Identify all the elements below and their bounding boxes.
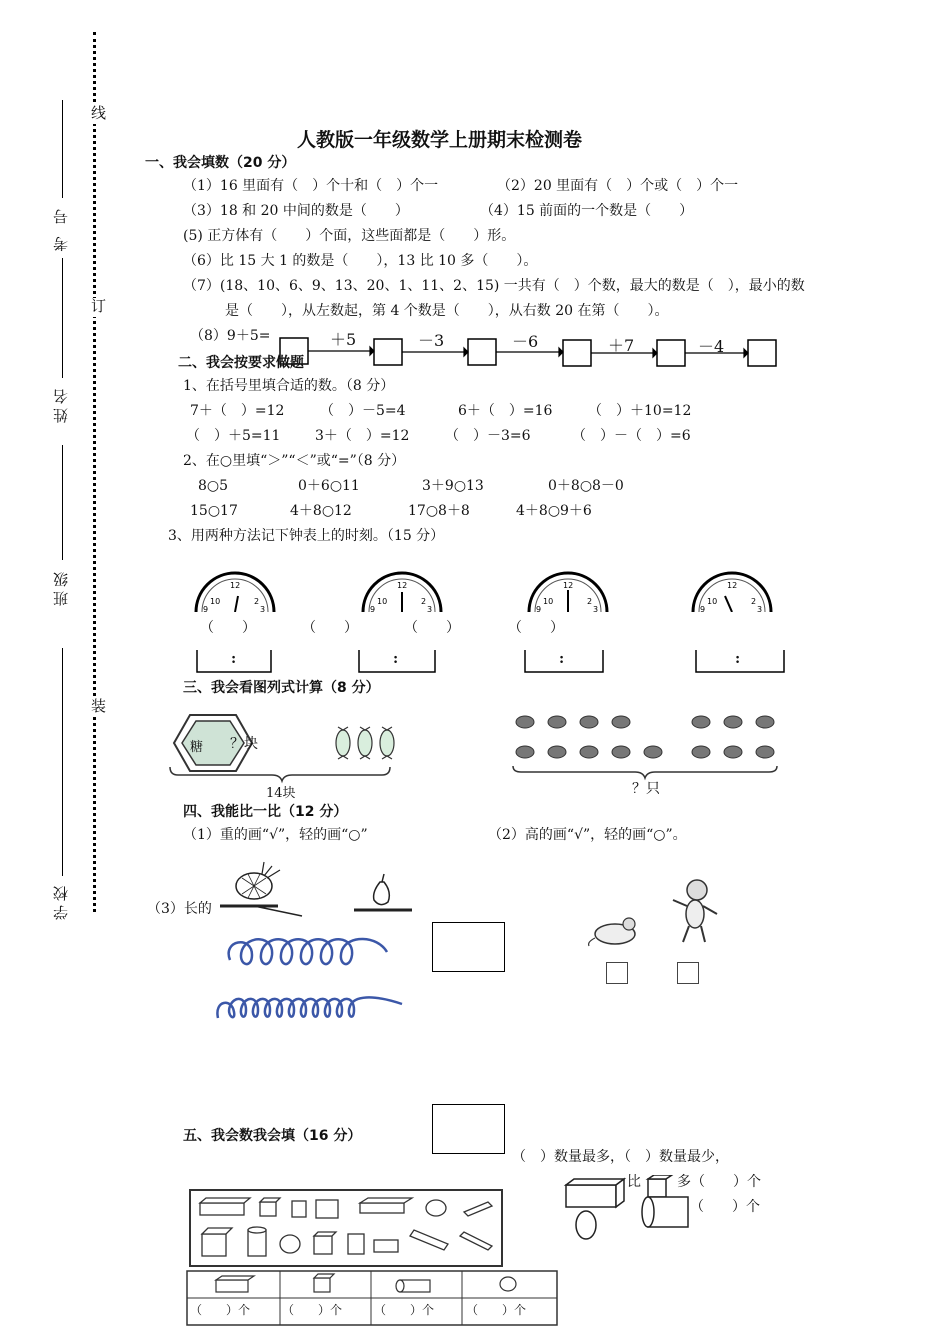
- s5-duo1: 多（ ）个: [677, 1174, 761, 1190]
- clock-2-answer: （ ）: [302, 620, 358, 636]
- svg-text:9: 9: [370, 605, 376, 612]
- svg-text:2: 2: [254, 597, 260, 606]
- s2-r1-d: （ ）＋10=12: [588, 403, 692, 419]
- s2-p1: 1、在括号里填合适的数。（8 分）: [183, 378, 395, 394]
- s2-c2-b: 4＋8○12: [290, 503, 352, 519]
- s1-q4: （4）15 前面的一个数是（ ）: [480, 203, 694, 219]
- chain-box-4: [563, 340, 591, 366]
- candy-ask: ？块: [230, 736, 258, 752]
- clock-1: [190, 568, 280, 612]
- s2-p3: 3、用两种方法记下钟表上的时刻。（15 分）: [168, 528, 445, 544]
- s2-c1-c: 3＋9○13: [422, 478, 484, 494]
- s4-q2: （2）高的画“√”，轻的画“○”。: [488, 827, 687, 843]
- page-title: 人教版一年级数学上册期末检测卷: [297, 129, 583, 151]
- clock-2: [357, 568, 447, 612]
- s5-duo2: （ ）个: [690, 1199, 760, 1215]
- class-line: [62, 445, 63, 560]
- spring-answer-box-1[interactable]: [432, 922, 505, 972]
- svg-text:2: 2: [751, 597, 757, 606]
- digital-colon-4: :: [735, 651, 741, 667]
- shapes-figure: [188, 1188, 504, 1268]
- s2-r1-c: 6＋（ ）=16: [458, 403, 553, 419]
- binding-dotted-line: [93, 32, 96, 912]
- s1-q2: （2）20 里面有（ ）个或（ ）个一: [497, 178, 739, 194]
- digital-colon-3: :: [559, 651, 565, 667]
- s2-c2-d: 4＋8○9＋6: [516, 503, 592, 519]
- svg-text:2: 2: [587, 597, 593, 606]
- candy-label: 糖: [190, 740, 204, 755]
- s2-r2-c: （ ）－3=6: [445, 428, 531, 444]
- chain-box-5: [657, 340, 685, 366]
- s3-heading: 三、我会看图列式计算（8 分）: [183, 680, 380, 696]
- clock-4-answer: （ ）: [508, 620, 564, 636]
- s1-q7b: 是（ ），从左数起，第 4 个数是（ ），从右数 20 在第（ ）。: [225, 303, 669, 319]
- class-label: 班级: [52, 568, 70, 606]
- mouse-answer-box[interactable]: [606, 962, 628, 984]
- s2-heading: 二、我会按要求做题: [178, 355, 304, 371]
- candy-total: 14块: [266, 786, 296, 801]
- svg-text:9: 9: [536, 605, 542, 612]
- svg-text:2: 2: [421, 597, 427, 606]
- svg-text:10: 10: [210, 597, 221, 606]
- s1-heading: 一、我会填数（20 分）: [145, 155, 296, 171]
- scale-figure: [212, 860, 422, 922]
- exam-no-label: 考 号: [52, 205, 70, 252]
- count-cell-2: （ ）个: [282, 1303, 343, 1317]
- s1-chain-diagram: [270, 328, 790, 372]
- chain-op-4: ＋7: [608, 336, 635, 355]
- school-line: [62, 648, 63, 876]
- chain-op-2: －3: [418, 331, 445, 350]
- s2-r2-a: （ ）＋5=11: [186, 428, 281, 444]
- s5-heading: 五、我会数我会填（16 分）: [183, 1128, 362, 1144]
- exam-no-line: [62, 100, 63, 198]
- clock-3: [523, 568, 613, 612]
- binding-zhuang: 装: [89, 698, 107, 717]
- svg-text:3: 3: [593, 605, 599, 612]
- s2-r1-b: （ ）－5=4: [320, 403, 406, 419]
- svg-text:12: 12: [727, 581, 738, 590]
- s1-q8: （8）9＋5=: [190, 328, 271, 344]
- s1-q3: （3）18 和 20 中间的数是（ ）: [183, 203, 409, 219]
- s4-heading: 四、我能比一比（12 分）: [183, 804, 348, 820]
- svg-text:12: 12: [230, 581, 241, 590]
- mouse-figure: [585, 912, 645, 948]
- chain-op-1: ＋5: [330, 330, 357, 349]
- count-cell-3: （ ）个: [374, 1303, 435, 1317]
- svg-text:12: 12: [563, 581, 574, 590]
- s2-c2-c: 17○8＋8: [408, 503, 470, 519]
- s4-q3: （3）长的: [147, 901, 212, 917]
- count-cell-4: （ ）个: [466, 1303, 527, 1317]
- s2-p2: 2、在○里填“＞”“＜”或“=”（8 分）: [183, 453, 406, 469]
- svg-text:9: 9: [203, 605, 209, 612]
- binding-xian: 线: [89, 105, 107, 124]
- birds-ask: ？只: [632, 781, 660, 797]
- monkey-figure: [665, 876, 725, 948]
- binding-ding: 订: [89, 298, 107, 317]
- spring-answer-box-2[interactable]: [432, 1104, 505, 1154]
- chain-op-5: －4: [698, 337, 725, 356]
- s1-q5: (5) 正方体有（ ）个面，这些面都是（ ）形。: [183, 228, 516, 244]
- chain-box-6: [748, 340, 776, 366]
- s4-q1: （1）重的画“√”，轻的画“○”: [183, 827, 368, 843]
- svg-text:10: 10: [377, 597, 388, 606]
- birds-figure: [505, 708, 795, 786]
- s5-bi: 比: [627, 1174, 641, 1190]
- springs-figure: [212, 930, 412, 1030]
- chain-box-3: [468, 339, 496, 365]
- svg-text:12: 12: [397, 581, 408, 590]
- clock-3-answer: （ ）: [404, 620, 460, 636]
- clock-1-answer: （ ）: [200, 620, 256, 636]
- chain-box-2: [374, 339, 402, 365]
- svg-text:3: 3: [427, 605, 433, 612]
- s1-q1: （1）16 里面有（ ）个十和（ ）个一: [183, 178, 439, 194]
- digital-colon-2: :: [393, 651, 399, 667]
- svg-text:3: 3: [757, 605, 763, 612]
- svg-text:3: 3: [260, 605, 266, 612]
- digital-colon-1: :: [231, 651, 237, 667]
- s5-compare-shapes: [560, 1175, 700, 1245]
- s2-c1-d: 0＋8○8－0: [548, 478, 624, 494]
- svg-text:10: 10: [707, 597, 718, 606]
- count-cell-1: （ ）个: [190, 1303, 251, 1317]
- chain-op-3: －6: [512, 332, 539, 351]
- s1-q6: （6）比 15 大 1 的数是（ ），13 比 10 多（ ）。: [183, 253, 538, 269]
- monkey-answer-box[interactable]: [677, 962, 699, 984]
- s2-r2-d: （ ）－（ ）=6: [572, 428, 691, 444]
- name-line: [62, 258, 63, 378]
- s1-q7a: （7）(18、10、6、9、13、20、1、11、2、15) 一共有（ ）个数，最大的数是（ ），最小的数: [183, 278, 805, 294]
- s2-r1-a: 7＋（ ）=12: [190, 403, 285, 419]
- svg-text:9: 9: [700, 605, 706, 612]
- svg-text:10: 10: [543, 597, 554, 606]
- s5-line1: （ ）数量最多，（ ）数量最少，: [512, 1149, 729, 1165]
- s2-c1-b: 0＋6○11: [298, 478, 360, 494]
- s2-r2-b: 3＋（ ）=12: [315, 428, 410, 444]
- s2-c2-a: 15○17: [190, 503, 238, 519]
- clock-4: [687, 568, 777, 612]
- name-label: 姓名: [52, 385, 70, 423]
- s2-c1-a: 8○5: [198, 478, 229, 494]
- school-label: 学校: [52, 882, 70, 920]
